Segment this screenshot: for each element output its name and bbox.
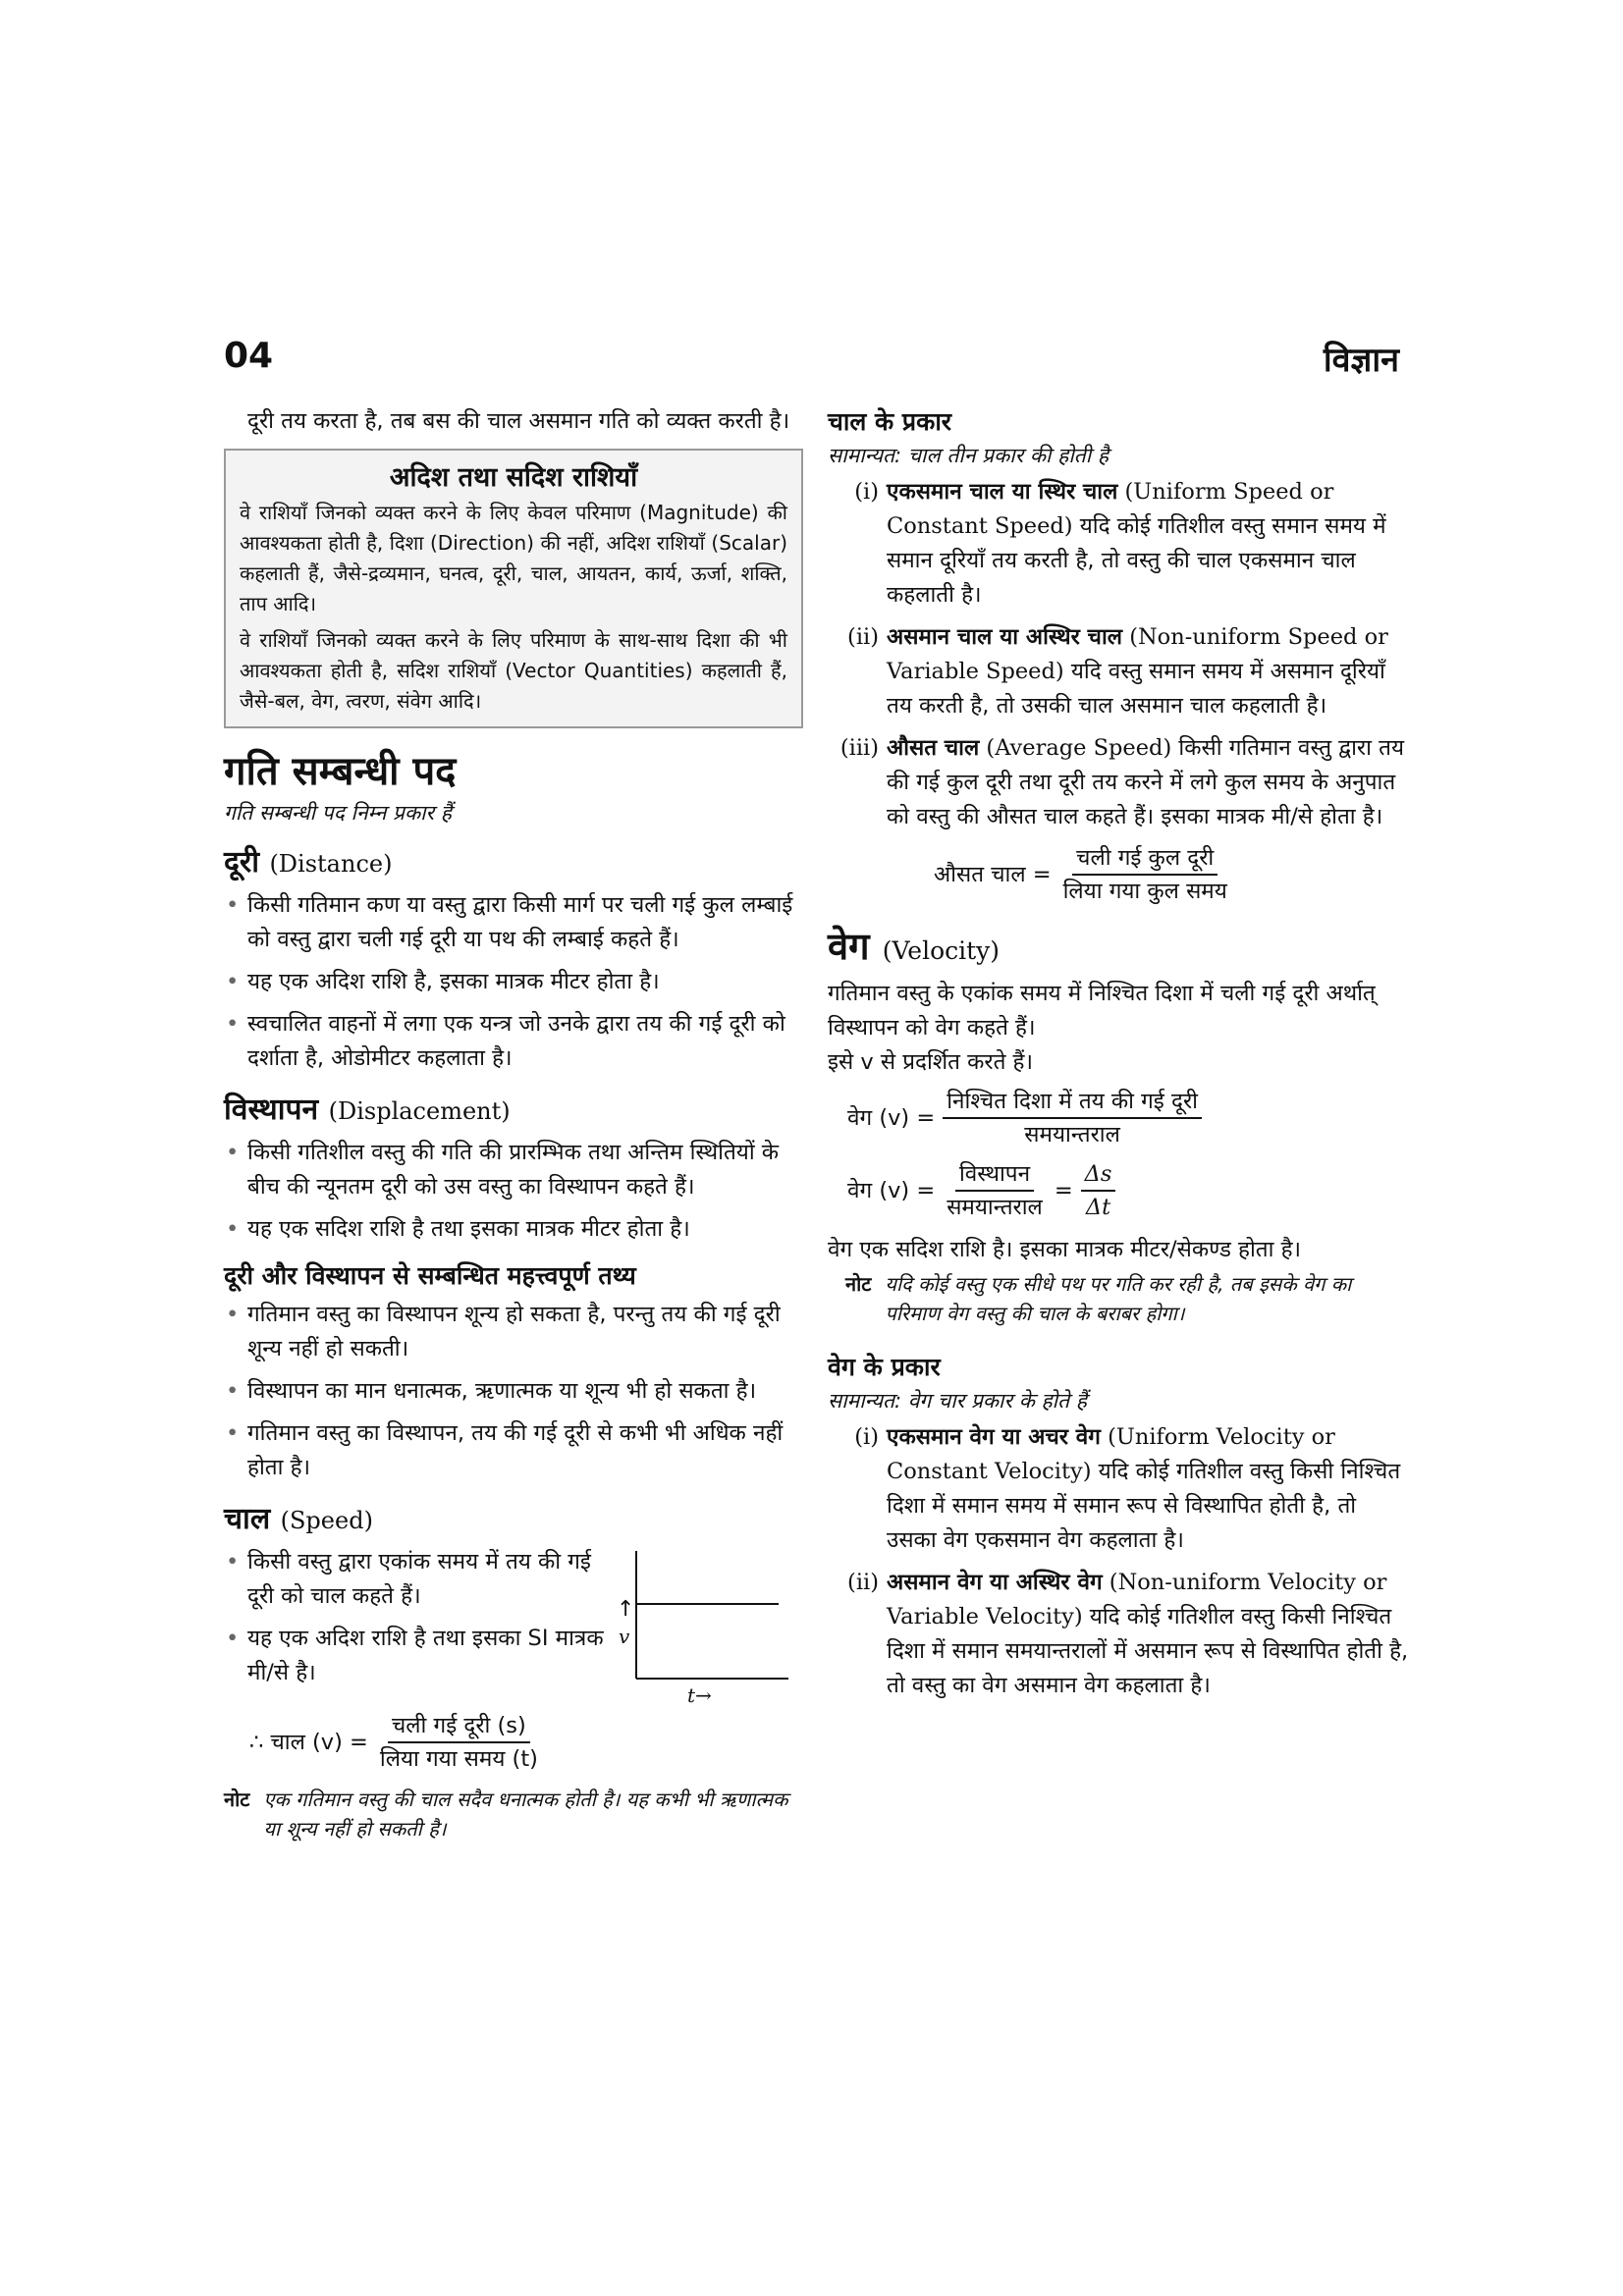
- item-description: यदि कोई गतिशील वस्तु समान समय में समान दूरियाँ तय करती है, तो वस्तु की चाल एकसमान चाल कहलाती है।: [887, 513, 1386, 608]
- speed-formula-lhs: ∴ चाल (v) =: [249, 1729, 368, 1755]
- subject-title: विज्ञान: [1323, 341, 1399, 380]
- right-column: [828, 404, 1409, 1711]
- displacement-heading: [224, 1090, 803, 1132]
- speed-block: [224, 1541, 803, 1708]
- list-item: [828, 620, 1409, 723]
- item-marker: (i): [854, 1424, 879, 1450]
- item-text: [887, 731, 1409, 834]
- list-item: • यह एक अदिश राशि है, इसका मात्रक मीटर होता है।: [224, 965, 803, 999]
- list-item: [828, 731, 1409, 834]
- facts-list: [224, 1298, 803, 1485]
- speed-denominator: लिया गया समय (t): [379, 1746, 538, 1772]
- velocity-f1-fraction: [943, 1086, 1202, 1150]
- list-item: • किसी वस्तु द्वारा एकांक समय में तय की गई दूरी को चाल कहते हैं।: [224, 1545, 607, 1614]
- graph-arrow-up-icon: ↑: [617, 1597, 635, 1622]
- speed-types-list: [828, 475, 1409, 834]
- scalar-vector-box: [224, 449, 803, 728]
- avg-numerator: चली गई कुल दूरी: [1072, 842, 1217, 876]
- displacement-title-en: (Displacement): [328, 1097, 511, 1125]
- speed-fraction: [376, 1710, 542, 1775]
- item-text: [887, 1566, 1409, 1703]
- average-speed-formula: [828, 842, 1409, 907]
- list-item: [828, 475, 1409, 613]
- velocity-f2-equals: =: [1054, 1177, 1073, 1203]
- list-item: • यह एक अदिश राशि है तथा इसका SI मात्रक मी/से है।: [224, 1622, 607, 1690]
- item-term-en: (Non-uniform Velocity or Variable Velocity): [887, 1570, 1387, 1629]
- list-item: [828, 1566, 1409, 1703]
- list-item: • गतिमान वस्तु का विस्थापन, तय की गई दूरी से कभी भी अधिक नहीं होता है।: [224, 1416, 803, 1485]
- speed-formula: [224, 1710, 803, 1775]
- distance-list: [224, 888, 803, 1076]
- speed-types-subtitle: सामान्यत: चाल तीन प्रकार की होती है: [828, 444, 1109, 467]
- list-item: • किसी गतिमान कण या वस्तु द्वारा किसी मार्ग पर चली गई कुल लम्बाई को वस्तु द्वारा चली गई दूरी या पथ की लम्बाई कहते हैं।: [224, 888, 803, 957]
- velocity-f2-fraction: [943, 1158, 1047, 1223]
- list-item: • किसी गतिशील वस्तु की गति की प्रारम्भिक तथा अन्तिम स्थितियों के बीच की न्यूनतम दूरी को उस वस्तु का विस्थापन कहते हैं।: [224, 1136, 803, 1204]
- velocity-heading: [828, 921, 1409, 977]
- left-column: [224, 404, 803, 1843]
- velocity-formula-1: [828, 1086, 1409, 1150]
- distance-title-en: (Distance): [269, 850, 393, 878]
- item-description: यदि कोई गतिशील वस्तु किसी निश्चित दिशा में समान समयान्तरालों में असमान रूप से विस्थापित होती है, तो वस्तु का वेग असमान वेग कहलाता है।: [887, 1604, 1409, 1698]
- facts-heading: दूरी और विस्थापन से सम्बन्धित महत्त्वपूर्ण तथ्य: [224, 1261, 636, 1290]
- box-title: अदिश तथा सदिश राशियाँ: [389, 462, 638, 493]
- intro-text: दूरी तय करता है, तब बस की चाल असमान गति को व्यक्त करती है।: [247, 408, 790, 434]
- velocity-note: [828, 1269, 1409, 1328]
- section-subtitle: गति सम्बन्धी पद निम्न प्रकार हैं: [224, 801, 452, 825]
- page-number: 04: [224, 336, 274, 376]
- item-marker: (ii): [847, 624, 879, 650]
- item-marker: (iii): [839, 735, 879, 761]
- velocity-f2-lhs: वेग (v) =: [847, 1177, 936, 1203]
- item-term-en: (Uniform Velocity or Constant Velocity): [887, 1424, 1335, 1484]
- velocity-types-subtitle: सामान्यत: वेग चार प्रकार के होते हैं: [828, 1389, 1087, 1413]
- list-item: • यह एक सदिश राशि है तथा इसका मात्रक मीटर होता है।: [224, 1212, 803, 1247]
- item-text: [887, 475, 1409, 613]
- speed-graph: [617, 1541, 793, 1708]
- item-term-en: (Average Speed): [986, 735, 1172, 761]
- velocity-symbol-line: इसे v से प्रदर्शित करते हैं।: [828, 1049, 1034, 1075]
- velocity-title-hi: वेग: [828, 925, 870, 968]
- graph-v-label: v: [619, 1625, 630, 1648]
- item-term: औसत चाल: [887, 735, 980, 761]
- speed-types-heading: चाल के प्रकार: [828, 407, 952, 436]
- item-term: असमान चाल या अस्थिर चाल: [887, 624, 1123, 650]
- item-description: यदि वस्तु समान समय में असमान दूरियाँ तय करती है, तो उसकी चाल असमान चाल कहलाती है।: [887, 659, 1385, 719]
- list-item: [828, 1420, 1409, 1558]
- item-text: [887, 1420, 1409, 1558]
- velocity-formula-2: [828, 1158, 1409, 1223]
- item-text: [887, 620, 1409, 723]
- note-label: नोट: [224, 1788, 250, 1811]
- velocity-definition: गतिमान वस्तु के एकांक समय में निश्चित दिशा में चली गई दूरी अर्थात् विस्थापन को वेग कहते हैं।: [828, 981, 1376, 1041]
- speed-heading: [224, 1499, 803, 1541]
- item-term-en: (Non-uniform Speed or Variable Speed): [887, 624, 1388, 684]
- note-text: एक गतिमान वस्तु की चाल सदैव धनात्मक होती है। यह कभी भी ऋणात्मक या शून्य नहीं हो सकती है।: [263, 1788, 788, 1841]
- displacement-list: [224, 1136, 803, 1247]
- speed-list: [224, 1545, 607, 1708]
- velocity-f2-delta-numerator: Δs: [1081, 1158, 1116, 1192]
- item-term: असमान वेग या अस्थिर वेग: [887, 1570, 1103, 1595]
- avg-formula-lhs: औसत चाल =: [934, 861, 1052, 887]
- velocity-f1-denominator: समयान्तराल: [1024, 1122, 1120, 1148]
- item-marker: (ii): [847, 1570, 879, 1595]
- velocity-f2-delta-denominator: Δt: [1085, 1195, 1111, 1220]
- distance-title-hi: दूरी: [224, 845, 259, 880]
- item-marker: (i): [854, 479, 879, 505]
- velocity-f1-numerator: निश्चित दिशा में तय की गई दूरी: [943, 1086, 1202, 1119]
- list-item: • गतिमान वस्तु का विस्थापन शून्य हो सकता है, परन्तु तय की गई दूरी शून्य नहीं हो सकती।: [224, 1298, 803, 1366]
- distance-heading: [224, 842, 803, 884]
- item-term-en: (Uniform Speed or Constant Speed): [887, 479, 1334, 539]
- avg-fraction: [1059, 842, 1231, 907]
- note-label: नोट: [845, 1272, 872, 1296]
- note-text: यदि कोई वस्तु एक सीधे पथ पर गति कर रही है, तब इसके वेग का परिमाण वेग वस्तु की चाल के बराबर होगा।: [885, 1272, 1352, 1325]
- velocity-f2-delta-fraction: [1081, 1158, 1116, 1223]
- item-term: एकसमान वेग या अचर वेग: [887, 1424, 1101, 1450]
- velocity-title-en: (Velocity): [882, 936, 1001, 965]
- item-description: यदि कोई गतिशील वस्तु किसी निश्चित दिशा में समान समय में समान रूप से विस्थापित होती है, तो उसका वेग एकसमान वेग कहलाता है।: [887, 1459, 1401, 1553]
- list-item: • स्वचालित वाहनों में लगा एक यन्त्र जो उनके द्वारा तय की गई दूरी को दर्शाता है, ओडोमीटर कहलाता है।: [224, 1007, 803, 1076]
- displacement-title-hi: विस्थापन: [224, 1093, 319, 1127]
- velocity-f2-denominator: समयान्तराल: [947, 1195, 1043, 1220]
- speed-title-en: (Speed): [280, 1507, 373, 1534]
- item-description: किसी गतिमान वस्तु द्वारा तय की गई कुल दूरी तथा दूरी तय करने में लगे कुल समय के अनुपात को वस्तु की औसत चाल कहते हैं। इसका मात्रक मी/से होता है।: [887, 735, 1404, 829]
- velocity-f2-numerator: विस्थापन: [955, 1158, 1034, 1192]
- avg-denominator: लिया गया कुल समय: [1062, 879, 1227, 904]
- speed-title-hi: चाल: [224, 1502, 271, 1536]
- velocity-unit: वेग एक सदिश राशि है। इसका मात्रक मीटर/सेकण्ड होता है।: [828, 1237, 1302, 1262]
- speed-note: [224, 1785, 803, 1843]
- velocity-types-heading: वेग के प्रकार: [828, 1353, 941, 1381]
- graph-t-label: t→: [687, 1683, 712, 1707]
- box-paragraph-vector: वे राशियाँ जिनको व्यक्त करने के लिए परिमाण के साथ-साथ दिशा की भी आवश्यकता होती है, सदिश राशियाँ (Vector Quantities) कहलाती हैं, जैसे-बल, वेग, त्वरण, संवेग आदि।: [240, 628, 787, 713]
- list-item: • विस्थापन का मान धनात्मक, ऋणात्मक या शून्य भी हो सकता है।: [224, 1374, 803, 1409]
- velocity-f1-lhs: वेग (v) =: [847, 1104, 936, 1131]
- box-paragraph-scalar: वे राशियाँ जिनको व्यक्त करने के लिए केवल परिमाण (Magnitude) की आवश्यकता होती है, दिशा (Direction) की नहीं, अदिश राशियाँ (Scalar) कहलाती हैं, जैसे-द्रव्यमान, घनत्व, दूरी, चाल, आयतन, कार्य, ऊर्जा, शक्ति, ताप आदि।: [240, 501, 787, 615]
- velocity-types-list: [828, 1420, 1409, 1703]
- section-title: गति सम्बन्धी पद: [224, 749, 457, 794]
- item-term: एकसमान चाल या स्थिर चाल: [887, 479, 1118, 505]
- speed-numerator: चली गई दूरी (s): [388, 1710, 530, 1743]
